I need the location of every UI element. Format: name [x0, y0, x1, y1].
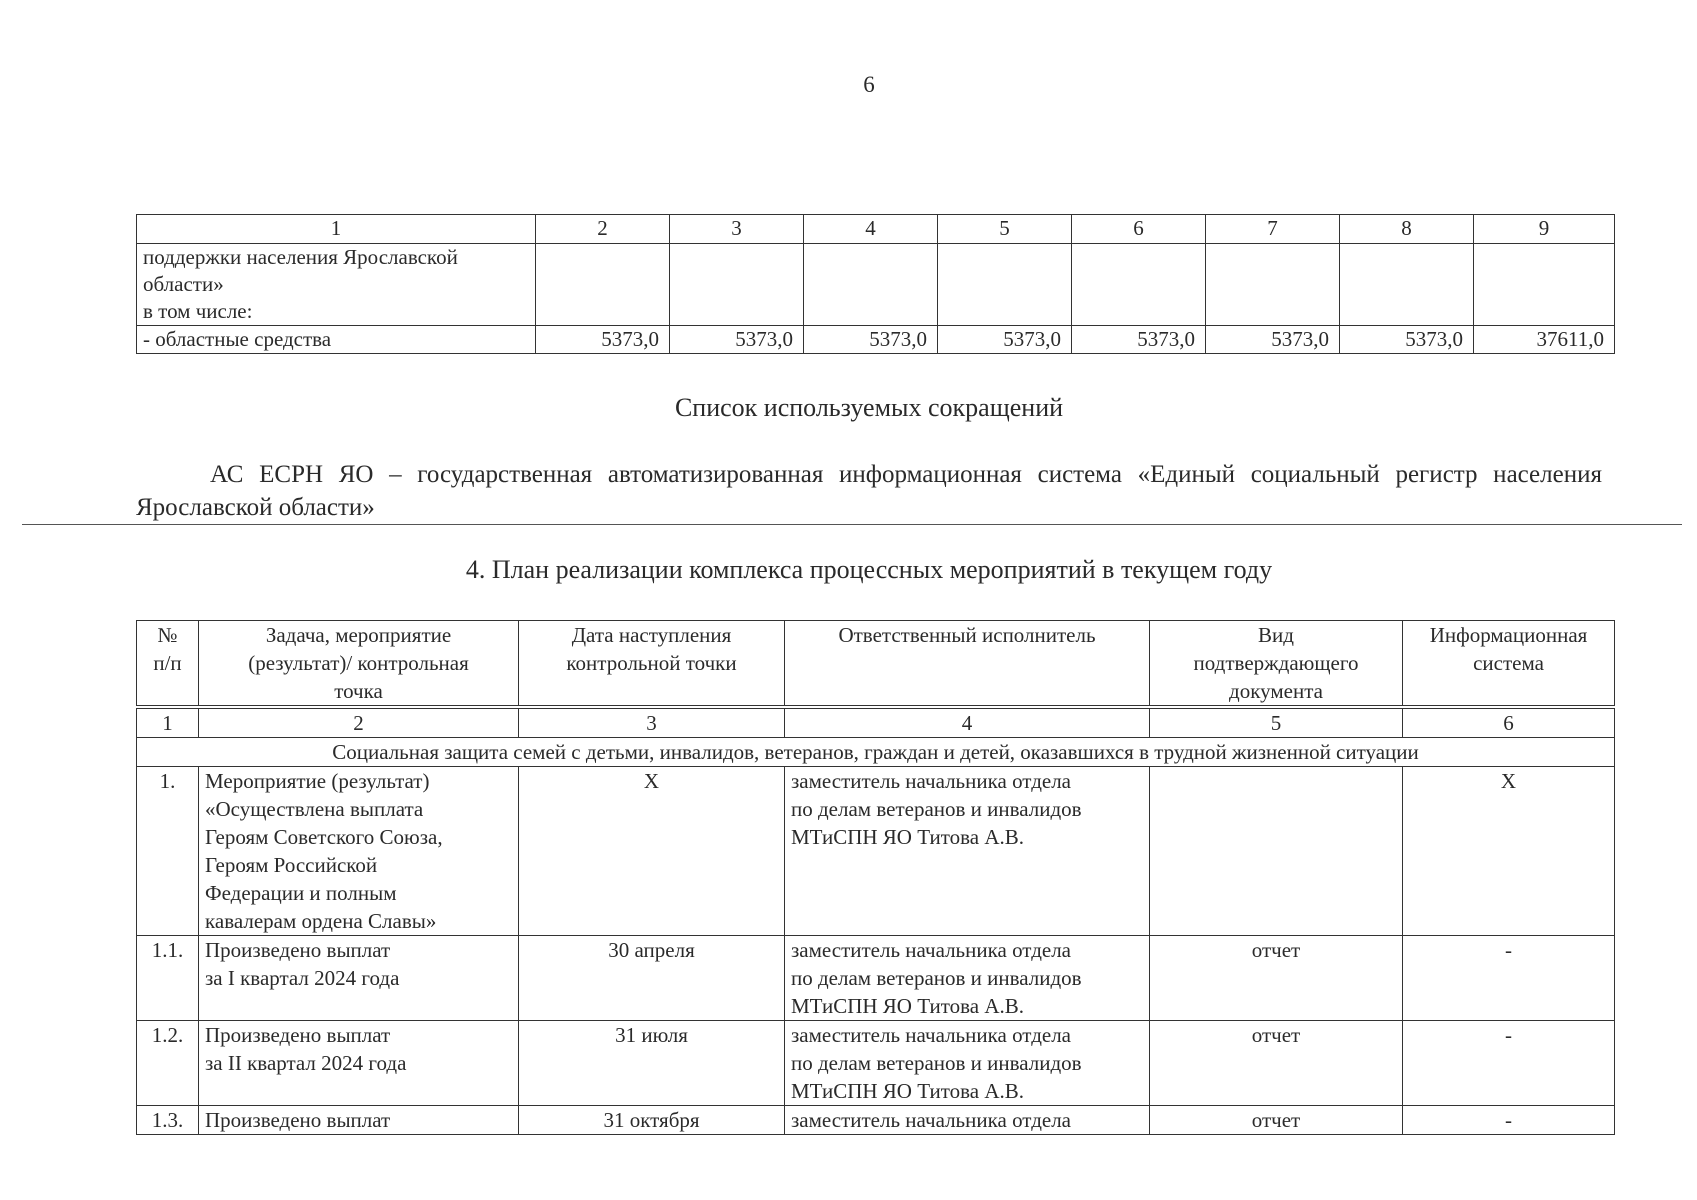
- row-executor: [785, 767, 1150, 936]
- finance-col-number: 4: [804, 215, 938, 244]
- executor-line: заместитель начальника отдела: [791, 938, 1071, 962]
- table-row: [137, 936, 1615, 1021]
- executor-line: МТиСПН ЯО Титова А.В.: [791, 825, 1025, 849]
- finance-col-number: 8: [1340, 215, 1474, 244]
- executor-line: по делам ветеранов и инвалидов: [791, 1051, 1082, 1075]
- column-number: 5: [1150, 709, 1403, 738]
- header-line: система: [1473, 651, 1544, 675]
- finance-value: 5373,0: [804, 326, 938, 354]
- header-line: подтверждающего: [1193, 651, 1359, 675]
- header-document: [1150, 621, 1403, 706]
- task-line: Героям Российской: [205, 853, 378, 877]
- abbreviation-text: АС ЕСРН ЯО – государственная автоматизированная информационная система «Единый социальный регистр населения Ярославской области»: [136, 461, 1602, 521]
- abbreviations-title: Список используемых сокращений: [674, 393, 1064, 422]
- finance-row-label: [137, 244, 536, 326]
- executor-line: по делам ветеранов и инвалидов: [791, 966, 1082, 990]
- empty-cell: [1072, 244, 1206, 326]
- label-line: в том числе:: [143, 299, 253, 323]
- row-system: -: [1403, 1021, 1615, 1106]
- row-task: [199, 1106, 519, 1135]
- section-heading: Социальная защита семей с детьми, инвалидов, ветеранов, граждан и детей, оказавшихся в трудной жизненной ситуации: [137, 738, 1615, 767]
- row-executor: [785, 936, 1150, 1021]
- plan-title: 4. План реализации комплекса процессных мероприятий в текущем году: [465, 555, 1273, 584]
- executor-line: МТиСПН ЯО Титова А.В.: [791, 1079, 1025, 1103]
- finance-col-number: 7: [1206, 215, 1340, 244]
- abbreviations-entry: [136, 458, 1602, 524]
- table-row: [137, 1106, 1615, 1135]
- header-line: №: [157, 623, 178, 647]
- empty-cell: [670, 244, 804, 326]
- row-document: отчет: [1150, 1106, 1403, 1135]
- column-number: 6: [1403, 709, 1615, 738]
- column-number: 1: [137, 709, 199, 738]
- header-line: Информационная: [1429, 623, 1588, 647]
- task-line: за II квартал 2024 года: [205, 1051, 407, 1075]
- column-number: 4: [785, 709, 1150, 738]
- row-task: [199, 936, 519, 1021]
- executor-line: заместитель начальника отдела: [791, 1023, 1071, 1047]
- row-number: 1.1.: [137, 936, 199, 1021]
- row-date: 31 июля: [519, 1021, 785, 1106]
- header-line: Задача, мероприятие: [265, 623, 452, 647]
- empty-cell: [938, 244, 1072, 326]
- finance-value: 5373,0: [1206, 326, 1340, 354]
- row-document: отчет: [1150, 1021, 1403, 1106]
- finance-value: 5373,0: [938, 326, 1072, 354]
- finance-header-row: [137, 215, 1615, 244]
- finance-col-number: 6: [1072, 215, 1206, 244]
- task-line: Произведено выплат: [205, 938, 391, 962]
- task-line: Федерации и полным: [205, 881, 397, 905]
- page-divider: [22, 524, 1682, 525]
- finance-text-row: [137, 244, 1615, 326]
- executor-line: МТиСПН ЯО Титова А.В.: [791, 994, 1025, 1018]
- task-line: Произведено выплат: [205, 1108, 391, 1132]
- finance-col-number: 9: [1474, 215, 1615, 244]
- row-executor: [785, 1106, 1150, 1135]
- finance-value: 5373,0: [1340, 326, 1474, 354]
- header-system: [1403, 621, 1615, 706]
- empty-cell: [1340, 244, 1474, 326]
- row-system: -: [1403, 1106, 1615, 1135]
- row-number: 1.2.: [137, 1021, 199, 1106]
- executor-line: заместитель начальника отдела: [791, 1108, 1071, 1132]
- row-number: 1.3.: [137, 1106, 199, 1135]
- finance-total: 37611,0: [1474, 326, 1615, 354]
- header-date: [519, 621, 785, 706]
- header-task: [199, 621, 519, 706]
- finance-table: [136, 214, 1615, 354]
- row-document: отчет: [1150, 936, 1403, 1021]
- task-line: Мероприятие (результат): [205, 769, 430, 793]
- task-line: за I квартал 2024 года: [205, 966, 400, 990]
- finance-col-number: 3: [670, 215, 804, 244]
- row-number: 1.: [137, 767, 199, 936]
- empty-cell: [536, 244, 670, 326]
- column-numbers-row: [137, 709, 1615, 738]
- finance-value: 5373,0: [1072, 326, 1206, 354]
- header-line: документа: [1229, 679, 1323, 703]
- header-executor: Ответственный исполнитель: [785, 621, 1150, 706]
- task-line: «Осуществлена выплата: [205, 797, 424, 821]
- page-number: 6: [863, 72, 875, 97]
- finance-col-number: 2: [536, 215, 670, 244]
- plan-header-row: [137, 621, 1615, 706]
- empty-cell: [1474, 244, 1615, 326]
- empty-cell: [1206, 244, 1340, 326]
- column-number: 2: [199, 709, 519, 738]
- section-row: [137, 738, 1615, 767]
- finance-value: 5373,0: [536, 326, 670, 354]
- header-number: [137, 621, 199, 706]
- column-number: 3: [519, 709, 785, 738]
- row-task: [199, 1021, 519, 1106]
- finance-value: 5373,0: [670, 326, 804, 354]
- row-date: 30 апреля: [519, 936, 785, 1021]
- task-line: кавалерам ордена Славы»: [205, 909, 437, 933]
- row-system: -: [1403, 936, 1615, 1021]
- label-line: области»: [143, 272, 224, 296]
- executor-line: заместитель начальника отдела: [791, 769, 1071, 793]
- row-task: [199, 767, 519, 936]
- header-line: точка: [334, 679, 383, 703]
- header-line: п/п: [153, 651, 182, 675]
- executor-line: по делам ветеранов и инвалидов: [791, 797, 1082, 821]
- header-line: Дата наступления: [571, 623, 732, 647]
- finance-col-number: 5: [938, 215, 1072, 244]
- plan-table: [136, 620, 1615, 1135]
- finance-values-row: [137, 326, 1615, 354]
- label-line: поддержки населения Ярославской: [143, 245, 458, 269]
- table-row: [137, 1021, 1615, 1106]
- task-line: Героям Советского Союза,: [205, 825, 443, 849]
- header-line: контрольной точки: [566, 651, 737, 675]
- row-document: [1150, 767, 1403, 936]
- empty-cell: [804, 244, 938, 326]
- finance-row-label: - областные средства: [137, 326, 536, 354]
- row-date: 31 октября: [519, 1106, 785, 1135]
- row-date: X: [519, 767, 785, 936]
- row-system: X: [1403, 767, 1615, 936]
- row-executor: [785, 1021, 1150, 1106]
- task-line: Произведено выплат: [205, 1023, 391, 1047]
- header-line: (результат)/ контрольная: [248, 651, 469, 675]
- header-line: Вид: [1258, 623, 1294, 647]
- finance-col-number: 1: [137, 215, 536, 244]
- table-row: [137, 767, 1615, 936]
